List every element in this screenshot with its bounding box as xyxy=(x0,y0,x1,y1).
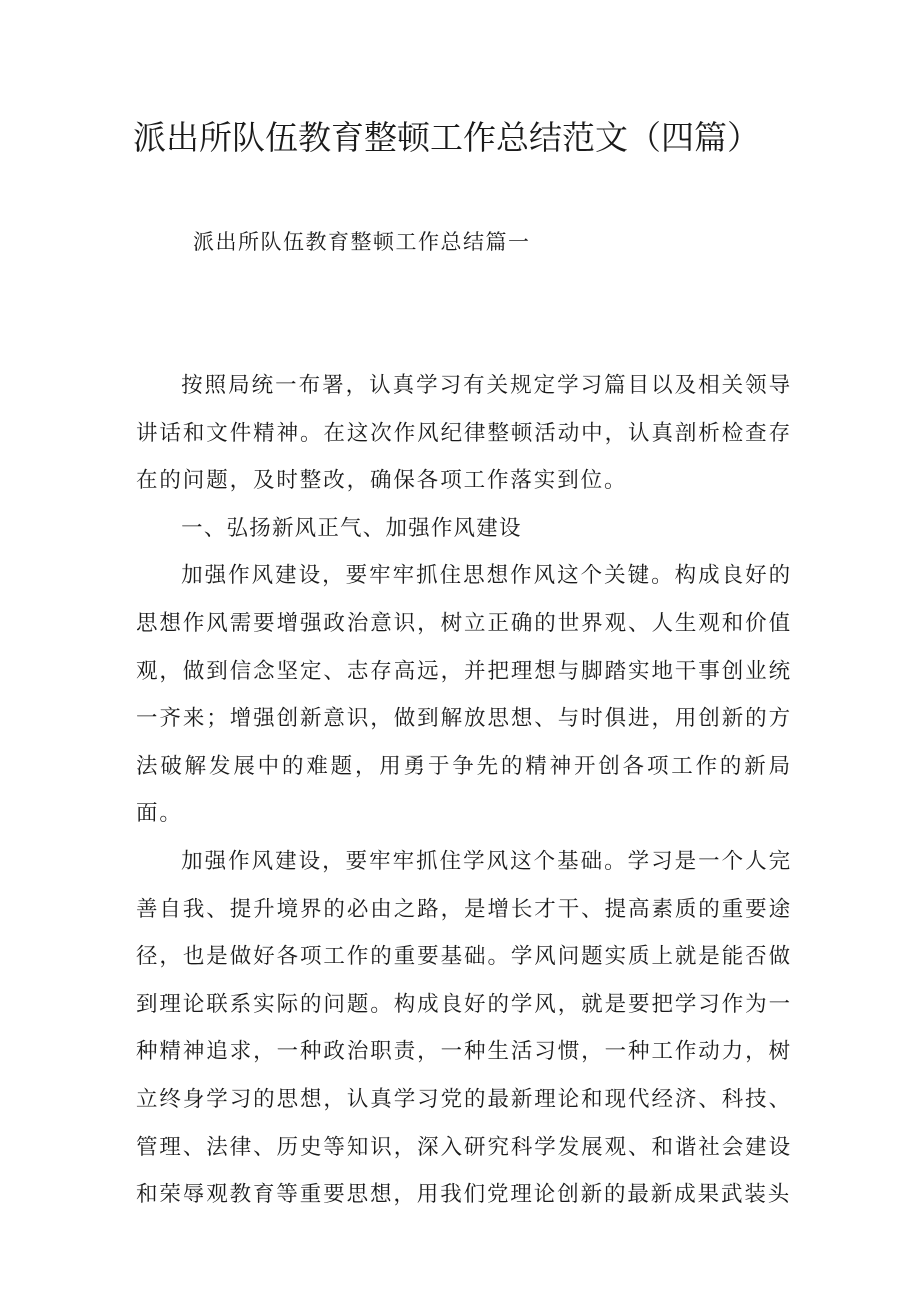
paragraph-intro: 按照局统一布署，认真学习有关规定学习篇目以及相关领导讲话和文件精神。在这次作风纪律整顿活动中，认真剖析检查存在的问题，及时整改，确保各项工作落实到位。 xyxy=(136,373,792,494)
section-subtitle: 派出所队伍教育整顿工作总结篇一 xyxy=(193,230,531,254)
section-heading: 一、弘扬新风正气、加强作风建设 xyxy=(181,515,522,541)
paragraph-thought-style: 加强作风建设，要牢牢抓住思想作风这个关键。构成良好的思想作风需要增强政治意识，树立正确的世界观、人生观和价值观，做到信念坚定、志存高远，并把理想与脚踏实地干事创业统一齐来；增强创新意识，做到解放思想、与时俱进，用创新的方法破解发展中的难题，用勇于争先的精神开创各项工作的新局面。 xyxy=(136,563,792,827)
document-body xyxy=(136,362,792,1219)
document-title: 派出所队伍教育整顿工作总结范文（四篇） xyxy=(133,118,760,157)
paragraph-study-style: 加强作风建设，要牢牢抓住学风这个基础。学习是一个人完善自我、提升境界的必由之路，是增长才干、提高素质的重要途径，也是做好各项工作的重要基础。学风问题实质上就是能否做到理论联系实际的问题。构成良好的学风，就是要把学习作为一种精神追求，一种政治职责，一种生活习惯，一种工作动力，树立终身学习的思想，认真学习党的最新理论和现代经济、科技、管理、法律、历史等知识，深入研究科学发展观、和谐社会建设和荣辱观教育等重要思想，用我们党理论创新的最新成果武装头 xyxy=(136,848,792,1208)
